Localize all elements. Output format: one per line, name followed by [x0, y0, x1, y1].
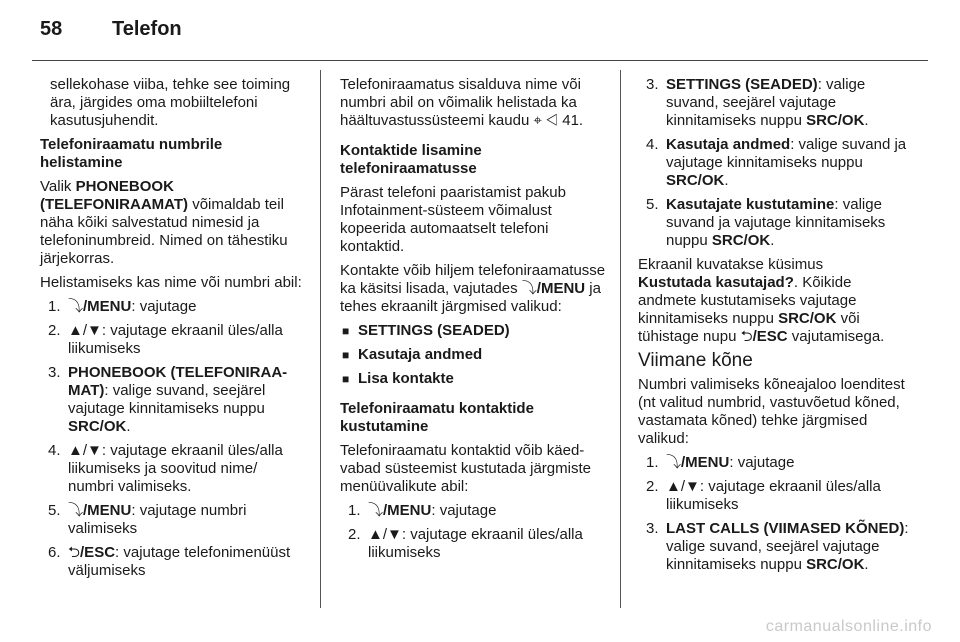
step-list	[638, 454, 910, 574]
page-header	[40, 18, 182, 41]
paragraph: Helistamiseks kas nime või numbri abil:	[40, 274, 302, 291]
menu-key-icon: ⤵	[521, 280, 537, 297]
menu-key-icon: ⤵	[68, 298, 84, 315]
back-key-icon: ⮌	[68, 544, 81, 561]
arrow-keys-icon: ▲/▼	[666, 478, 700, 495]
paragraph: Telefoniraamatu kontaktid võib käed-vabad süsteemist kustutada järgmiste menüüvalikute abil:	[340, 442, 591, 495]
subheading: Telefoniraamatu kontaktide kustutamine	[340, 400, 534, 435]
menu-key-icon: ⤵	[368, 502, 384, 519]
list-item: 5. Kasutajate kustutamine: valige suvand ja vajutage kinnitamiseks nuppu SRC/OK.	[646, 196, 886, 249]
list-item: 1. ⤵/MENU: vajutage	[348, 502, 497, 519]
arrow-keys-icon: ▲/▼	[68, 322, 102, 339]
paragraph: Valik PHONEBOOK (TELEFONIRAAMAT) võimaldab teil näha kõiki salvestatud nimesid ja telefoninumbreid. Nimed on tähestiku järjekorras.	[40, 178, 288, 267]
watermark: carmanualsonline.info	[765, 618, 932, 635]
list-item: ■ Kasutaja andmed	[340, 346, 608, 364]
step-list	[340, 502, 608, 562]
arrow-keys-icon: ▲/▼	[68, 442, 102, 459]
column-3	[638, 76, 910, 580]
list-item: ■ Lisa kontakte	[340, 370, 608, 388]
column-divider	[620, 70, 621, 608]
paragraph: Kontakte võib hiljem telefoniraamatusse ka käsitsi lisada, vajutades ⤵/MENU ja tehes ekraanilt järgmised valikud:	[340, 262, 606, 315]
list-item: 6. ⮌/ESC: vajutage telefonimenüüst väljumiseks	[48, 544, 291, 579]
arrow-keys-icon: ▲/▼	[368, 526, 402, 543]
header-rule	[32, 60, 928, 61]
list-item: 2. ▲/▼: vajutage ekraanil üles/alla liikumiseks	[348, 526, 583, 561]
list-item: 4. ▲/▼: vajutage ekraanil üles/alla liikumiseks ja soovitud nime/ numbri valimiseks.	[48, 442, 283, 495]
section-heading: Viimane kõne	[638, 350, 753, 371]
paragraph: Telefoniraamatus sisalduva nime või numbri abil on võimalik helistada ka häältuvastussüsteemi kaudu ⌖ ◁ 41.	[340, 76, 584, 129]
column-1	[40, 76, 306, 586]
section-title: Telefon	[112, 18, 182, 40]
bullet-list	[340, 322, 608, 388]
menu-key-icon: ⤵	[68, 502, 84, 519]
list-item: 1. ⤵/MENU: vajutage	[646, 454, 795, 471]
list-item: 1. ⤵/MENU: vajutage	[48, 298, 197, 315]
list-item: 4. Kasutaja andmed: valige suvand ja vajutage kinnitamiseks nuppu SRC/OK.	[646, 136, 907, 189]
back-key-icon: ⮌	[740, 328, 753, 345]
column-2	[340, 76, 608, 568]
column-divider	[320, 70, 321, 608]
paragraph: Ekraanil kuvatakse küsimus	[638, 256, 824, 273]
menu-key-icon: ⤵	[666, 454, 682, 471]
paragraph: Kustutada kasutajad?. Kõikide andmete kustutamiseks vajutage kinnitamiseks nuppu SRC/OK või tühistage nupu ⮌/ESC vajutamisega.	[638, 274, 885, 345]
list-item: 2. ▲/▼: vajutage ekraanil üles/alla liikumiseks	[646, 478, 881, 513]
step-list	[638, 76, 910, 250]
paragraph: Pärast telefoni paaristamist pakub Infotainment-süsteem võimalust kopeerida automaatselt telefoni kontaktid.	[340, 184, 566, 255]
list-item: 3. LAST CALLS (VIIMASED KÕNED): valige suvand, seejärel vajutage kinnitamiseks nuppu SRC/OK.	[646, 520, 909, 573]
paragraph: sellekohase viiba, tehke see toiming ära, järgides oma mobiiltelefoni kasutusjuhendit.	[50, 76, 291, 129]
list-item: ■ SETTINGS (SEADED)	[340, 322, 608, 340]
list-item: 2. ▲/▼: vajutage ekraanil üles/alla liikumiseks	[48, 322, 283, 357]
page-number: 58	[40, 18, 63, 40]
list-item: 3. SETTINGS (SEADED): valige suvand, seejärel vajutage kinnitamiseks nuppu SRC/OK.	[646, 76, 869, 129]
list-item: 3. PHONEBOOK (TELEFONIRAA-MAT): valige suvand, seejärel vajutage kinnitamiseks nuppu SRC/OK.	[48, 364, 288, 435]
list-item: 5. ⤵/MENU: vajutage numbri valimiseks	[48, 502, 247, 537]
step-list	[40, 298, 306, 580]
subheading: Kontaktide lisamine telefoniraamatusse	[340, 142, 482, 177]
subheading: Telefoniraamatu numbrile helistamine	[40, 136, 223, 171]
paragraph: Numbri valimiseks kõneajaloo loenditest (nt valitud numbrid, vastuvõetud kõned, vastamata kõned) tehke järgmised valikud:	[638, 376, 905, 447]
